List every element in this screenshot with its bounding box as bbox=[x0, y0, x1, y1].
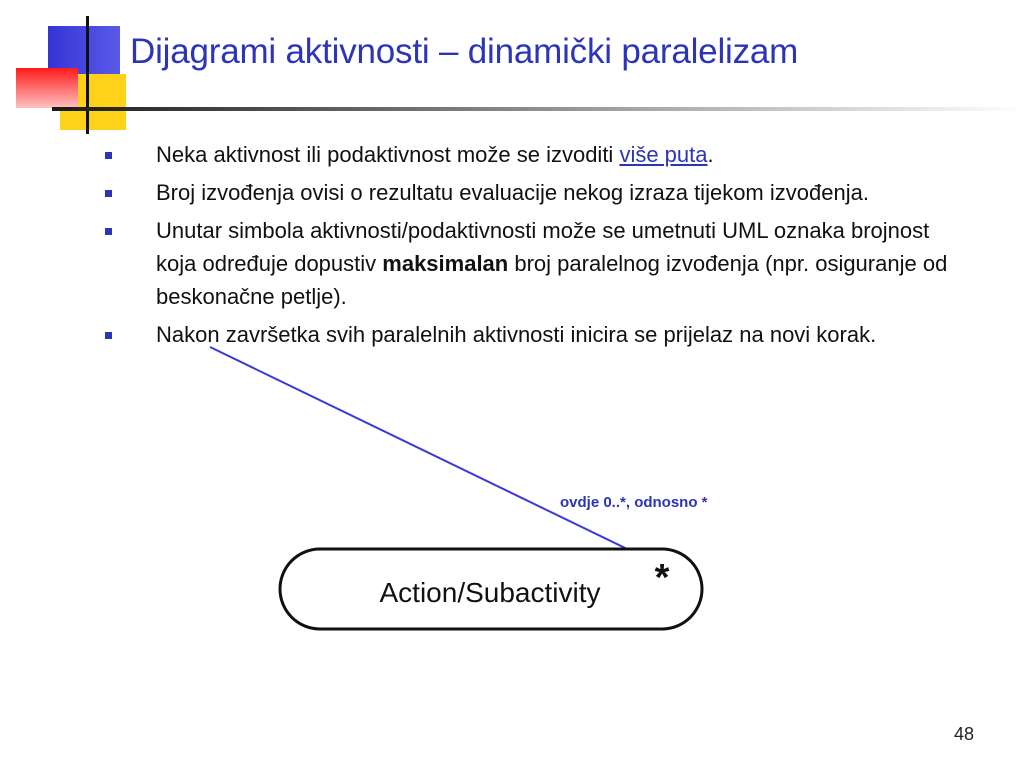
annotation-arrow bbox=[210, 347, 652, 561]
bullet-text: Neka aktivnost ili podaktivnost može se izvoditi bbox=[156, 142, 620, 167]
slide-title: Dijagrami aktivnosti – dinamički paralelizam bbox=[130, 32, 799, 71]
bullet-text-end: . bbox=[707, 142, 714, 167]
bullet-text: Nakon završetka svih paralelnih aktivnosti inicira se prijelaz na novi korak. bbox=[156, 322, 877, 347]
bullet-text: Broj izvođenja ovisi o rezultatu evaluacije nekog izraza tijekom izvođenja. bbox=[156, 180, 869, 205]
activity-label: Action/Subactivity bbox=[379, 577, 601, 608]
annotation-label: ovdje 0..*, odnosno * bbox=[560, 494, 708, 511]
bullet-text: Unutar simbola aktivnosti/podaktivnosti može se umetnuti UML oznaka brojnost koja određuje dopustiv bbox=[156, 218, 930, 276]
page-number: 48 bbox=[953, 724, 974, 744]
link-more-times[interactable]: više puta bbox=[619, 142, 708, 167]
multiplicity-marker: * bbox=[654, 557, 670, 599]
bullet-text-end: broj paralelnog izvođenja (npr. osiguranje od beskonačne petlje). bbox=[156, 251, 948, 309]
bold-maximal: maksimalan bbox=[382, 251, 509, 276]
